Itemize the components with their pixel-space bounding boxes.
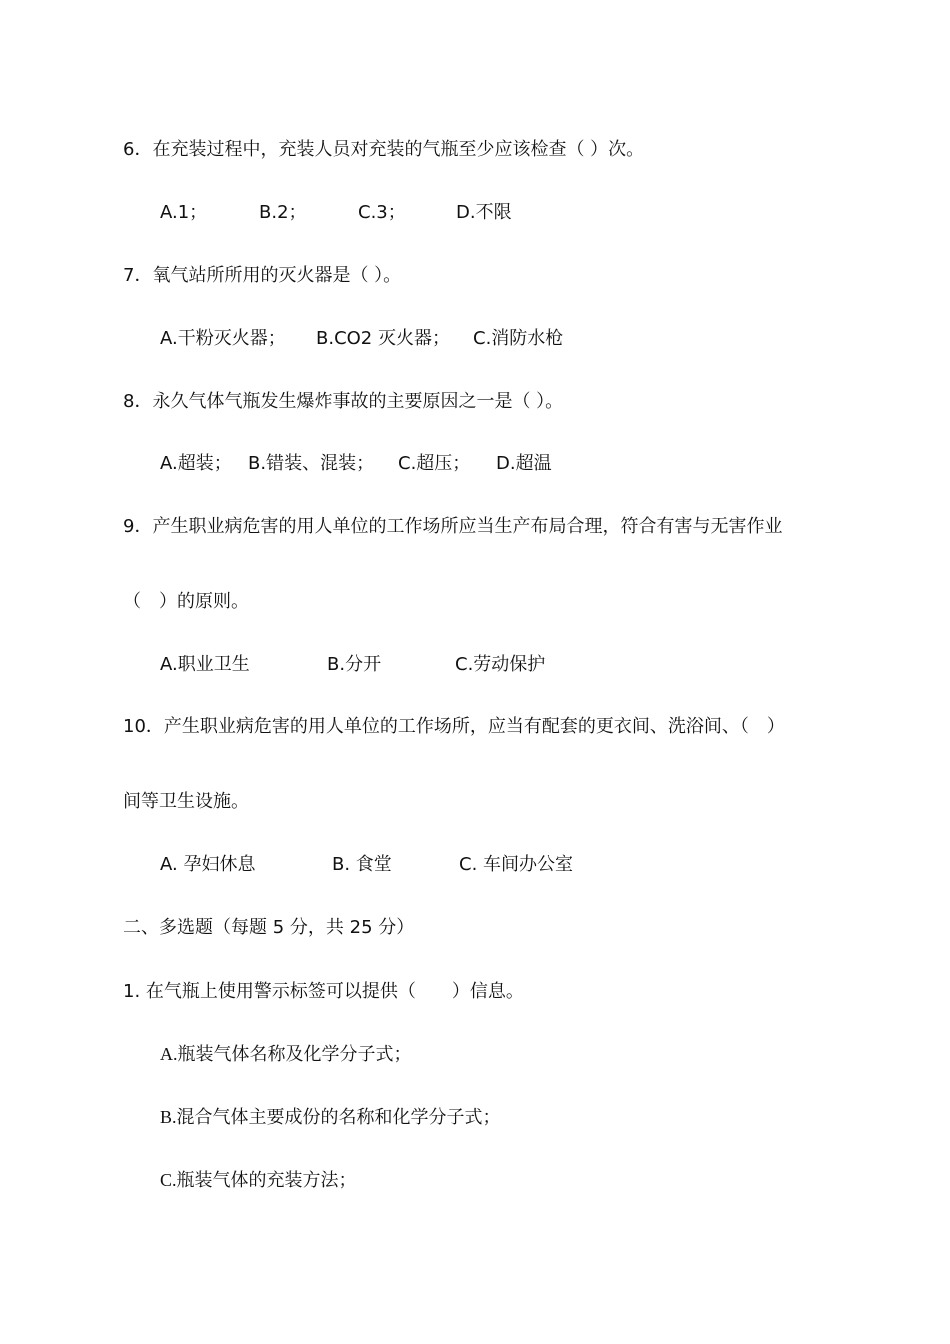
question-7-option-a: A.干粉灭火器； (160, 328, 286, 349)
question-6-option-d: D.不限 (456, 202, 512, 223)
question-7-stem: 7．氧气站所所用的灭火器是（ ）。 (123, 265, 402, 286)
question-8-option-a: A.超装； (160, 453, 232, 474)
question-9-option-b: B.分开 (327, 654, 382, 675)
question-9-stem-line-1: 9．产生职业病危害的用人单位的工作场所应当生产布局合理，符合有害与无害作业 (123, 516, 783, 537)
section-2-heading: 二、多选题（每题 5 分，共 25 分） (123, 917, 415, 938)
question-7-option-c: C.消防水枪 (473, 328, 564, 349)
multi-question-1-stem: 1. 在气瓶上使用警示标签可以提供（ ）信息。 (123, 981, 524, 1002)
question-8-option-c: C.超压； (398, 453, 471, 474)
question-6-stem: 6．在充装过程中，充装人员对充装的气瓶至少应该检查（ ）次。 (123, 139, 645, 160)
question-10-option-c: C. 车间办公室 (459, 854, 574, 875)
question-8-option-d: D.超温 (496, 453, 552, 474)
question-8-stem: 8．永久气体气瓶发生爆炸事故的主要原因之一是（ ）。 (123, 391, 564, 412)
question-10-option-a: A. 孕妇休息 (160, 854, 256, 875)
question-6-option-b: B.2； (259, 202, 307, 223)
question-8-option-b: B.错装、混装； (248, 453, 375, 474)
question-9-stem-line-2: （ ）的原则。 (123, 591, 249, 612)
question-9-option-a: A.职业卫生 (160, 654, 250, 675)
multi-question-1-option-a: A.瓶装气体名称及化学分子式； (160, 1044, 412, 1064)
question-10-stem-line-1: 10．产生职业病危害的用人单位的工作场所，应当有配套的更衣间、洗浴间、（ ） (123, 716, 785, 737)
multi-question-1-option-b: B.混合气体主要成份的名称和化学分子式； (160, 1107, 501, 1127)
question-6-option-c: C.3； (358, 202, 406, 223)
question-10-stem-line-2: 间等卫生设施。 (123, 791, 249, 812)
question-6-option-a: A.1； (160, 202, 208, 223)
multi-question-1-option-c: C.瓶装气体的充装方法； (160, 1170, 357, 1190)
question-7-option-b: B.CO2 灭火器； (316, 328, 450, 349)
question-10-option-b: B. 食堂 (332, 854, 392, 875)
question-9-option-c: C.劳动保护 (455, 654, 546, 675)
